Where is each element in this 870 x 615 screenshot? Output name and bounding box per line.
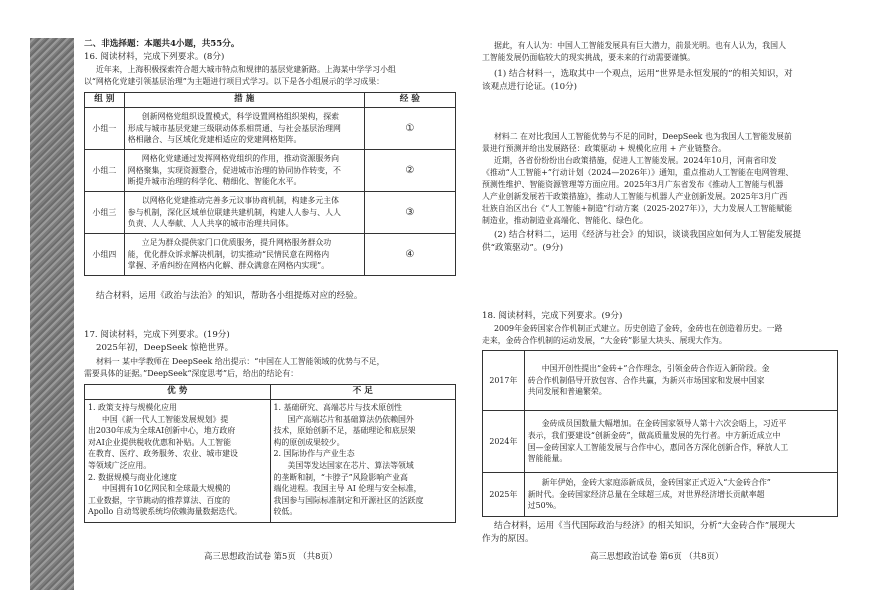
section-heading: 二、非选择题：本题共4小题，共55分。 bbox=[84, 39, 240, 49]
event-cell bbox=[524, 473, 837, 517]
measure-line: 断提升城市治理的科学化、精细化、智能化水平。 bbox=[127, 177, 302, 187]
q17-sub: 2025年初，DeepSeek 惊艳世界。 bbox=[96, 343, 234, 353]
table-header-row bbox=[85, 385, 456, 400]
measure-line: 网格聚集，实现资源整合，促进城市治理的协同协作转变，不 bbox=[127, 165, 341, 175]
group-name: 小组二 bbox=[85, 150, 125, 192]
advantage-line: 1. 政策支持与规模化应用 bbox=[88, 403, 177, 412]
q16-table bbox=[84, 92, 456, 276]
year-cell: 2025年 bbox=[483, 473, 525, 517]
measure-line: 以网格化党建推动完善多元议事协商机制，构建多元主体 bbox=[141, 196, 340, 206]
event-line: 新年伊始，金砖大家庭添新成员，金砖国家正式迈入“大金砖合作” bbox=[541, 478, 771, 488]
advantage-line: 等领域广泛应用。 bbox=[88, 460, 152, 470]
shortcoming-line: 2. 国际协作与产业生态 bbox=[273, 449, 355, 459]
advantage-line: 出2030年成为全球AI创新中心，地方政府 bbox=[88, 426, 236, 436]
advantage-line: 工业数据，字节跳动的推荐算法、百度的 bbox=[88, 495, 231, 505]
q17-table bbox=[84, 384, 456, 523]
shortcoming-line: 美国等发达国家在芯片、算法等领域 bbox=[287, 460, 414, 470]
q18-intro-line: 2009年金砖国家合作机制正式建立。历史创造了金砖，金砖也在创造着历史。一路 bbox=[494, 324, 783, 333]
group-name: 小组四 bbox=[85, 234, 125, 276]
measure-line: 负责、人人奉献、人人共享的城市治理共同体。 bbox=[127, 219, 294, 229]
material2-line: 景进行预测并给出发展路径：政策驱动 + 规模化应用 + 产业链整合。 bbox=[482, 144, 727, 153]
material2-line: 预测性维护、智能资源管理等方面应用。2025年3月广东省发布《推动人工智能与机器 bbox=[482, 180, 784, 189]
event-line: 表示，我们要建设“创新金砖”，做高质量发展的先行者。中方新近成立中 bbox=[527, 430, 781, 440]
material2-line: 制造业，推动制造业高端化、智能化、绿色化。 bbox=[482, 216, 648, 225]
material2-line: 近期，各省份纷纷出台政策措施，促进人工智能发展。2024年10月，河南省印发 bbox=[494, 156, 777, 165]
header-cell: 措 施 bbox=[124, 93, 364, 108]
page-footer: 高三思想政治试卷 第6页 （共8页） bbox=[590, 551, 724, 561]
q18-task-line: 结合材料，运用《当代国际政治与经济》的相关知识，分析“大金砖合作”展现大 bbox=[494, 521, 795, 531]
q16-intro-line: 以“网格化党建引领基层治理”为主题进行项目式学习。以下是各小组展示的学习成果： bbox=[84, 77, 385, 86]
event-line: 中国开创性提出“金砖+”合作理念，引领金砖合作迈入新阶段。金 bbox=[541, 364, 770, 374]
q17-material-line: 需要具体的证据。”DeepSeek“深度思考”后，给出的结论有： bbox=[84, 369, 299, 378]
q17-2-line: (2) 结合材料二，运用《经济与社会》的知识，谈谈我国应如何为人工智能发展提 bbox=[494, 230, 802, 240]
advantage-line: 对AI企业提供税收优惠和补贴。人工智能 bbox=[88, 437, 231, 447]
experience-blank: ④ bbox=[364, 234, 455, 276]
measure-cell bbox=[124, 192, 364, 234]
advantage-line: 在教育、医疗、政务服务、农业、城市建设 bbox=[88, 449, 238, 459]
top-line: 据此，有人认为：中国人工智能发展具有巨大潜力，前景光明。也有人认为，我国人 bbox=[494, 41, 786, 50]
material2-line: 《推动“人工智能+”行动计划（2024—2026年）》通知，重点推动人工智能在电网管理、 bbox=[482, 168, 794, 177]
shortcoming-cell bbox=[270, 400, 455, 523]
shortcoming-line: 较低。 bbox=[273, 507, 298, 517]
advantage-line: 2. 数据规模与商业化速度 bbox=[88, 472, 177, 482]
top-line: 工智能发展仍面临较大的现实挑战，要未来的行动需要谨慎。 bbox=[482, 53, 696, 62]
q17-2-line: 供“政策驱动”。(9分) bbox=[482, 243, 564, 253]
event-line: 砖合作机制倡导开放包容、合作共赢，为新兴市场国家和发展中国家 bbox=[527, 375, 765, 385]
experience-blank: ③ bbox=[364, 192, 455, 234]
measure-cell bbox=[124, 108, 364, 150]
table-row bbox=[483, 411, 838, 473]
measure-cell bbox=[124, 234, 364, 276]
event-line: 智能能量。 bbox=[527, 454, 568, 464]
table-row bbox=[483, 473, 838, 517]
q16-prompt: 16. 阅读材料，完成下列要求。(8分) bbox=[84, 52, 225, 62]
year-cell: 2017年 bbox=[483, 351, 525, 411]
q17-1-line: 该观点进行论证。(10分) bbox=[482, 82, 577, 92]
page-footer: 高三思想政治试卷 第5页 （共8页） bbox=[204, 551, 338, 561]
binding-strip bbox=[30, 38, 74, 590]
q17-material-line: 材料一 某中学教师在 DeepSeek 给出提示：“中国在人工智能领域的优势与不足， bbox=[96, 357, 385, 366]
q17-prompt: 17. 阅读材料，完成下列要求。(19分) bbox=[84, 330, 230, 340]
event-line: 新时代。金砖国家经济总量在全球超三成，对世界经济增长贡献率超 bbox=[527, 489, 765, 499]
header-cell: 组 别 bbox=[85, 93, 125, 108]
year-cell: 2024年 bbox=[483, 411, 525, 473]
shortcoming-line: 国产高端芯片和基础算法仍依赖国外 bbox=[287, 414, 414, 424]
material2-line: 壮族自治区出台《“人工智能+制造”行动方案（2025-2027年）》，大力发展人工智能赋能 bbox=[482, 204, 793, 213]
event-cell bbox=[524, 411, 837, 473]
shortcoming-line: 构的原创成果较少。 bbox=[273, 437, 345, 447]
shortcoming-line: 技术，原始创新不足，基础理论和底层架 bbox=[273, 426, 416, 436]
measure-cell bbox=[124, 150, 364, 192]
measure-line: 创新网格党组织设置模式，科学设置网格组织架构，探索 bbox=[141, 112, 340, 122]
advantage-line: Apollo 自动驾驶系统均依赖海量数据迭代。 bbox=[88, 507, 243, 517]
advantage-cell bbox=[85, 400, 271, 523]
group-name: 小组三 bbox=[85, 192, 125, 234]
table-row bbox=[85, 108, 456, 150]
material2-line: 人产业创新发展若干政策措施》，推动人工智能与机器人产业创新发展。2025年3月广西 bbox=[482, 192, 788, 201]
header-cell: 优 势 bbox=[85, 385, 271, 400]
event-cell bbox=[524, 351, 837, 411]
shortcoming-line: 的垄断和制，“卡脖子”风险影响产业高 bbox=[273, 472, 408, 482]
material2-line: 材料二 在对比我国人工智能优势与不足的同时，DeepSeek 也为我国人工智能发展前 bbox=[494, 132, 792, 141]
measure-line: 参与机制，深化区域单位联建共建机制，构建人人参与、人人 bbox=[127, 207, 341, 217]
shortcoming-line: 1. 基础研究、高端芯片与技术原创性 bbox=[273, 403, 402, 412]
event-line: 国—金砖国家人工智能发展与合作中心，惠同各方深化创新合作，释放人工 bbox=[527, 442, 789, 452]
header-cell: 经 验 bbox=[364, 93, 455, 108]
experience-blank: ① bbox=[364, 108, 455, 150]
table-row bbox=[85, 192, 456, 234]
q18-intro-line: 走来，金砖合作机制的运动发展，“大金砖”影显大块头、展现大作为。 bbox=[482, 336, 727, 345]
measure-line: 掌握、矛盾纠纷在网格内化解、群众满意在网格内实现”。 bbox=[127, 261, 330, 271]
q18-table bbox=[482, 350, 838, 517]
q18-prompt: 18. 阅读材料，完成下列要求。(9分) bbox=[482, 311, 623, 321]
advantage-line: 中国拥有10亿网民和全球最大规模的 bbox=[102, 484, 231, 494]
advantage-line: 中国《新一代人工智能发展规划》提 bbox=[102, 414, 229, 424]
table-row bbox=[483, 351, 838, 411]
table-header-row bbox=[85, 93, 456, 108]
event-line: 共同发展和普遍繁荣。 bbox=[527, 387, 607, 397]
q18-task-line: 作为的原因。 bbox=[482, 534, 534, 544]
event-line: 金砖成员国数量大幅增加。在金砖国家领导人第十六次会晤上，习近平 bbox=[541, 419, 787, 429]
table-row bbox=[85, 150, 456, 192]
experience-blank: ② bbox=[364, 150, 455, 192]
q16-intro-line: 近年来，上海积极探索符合超大城市特点和规律的基层党建新路。上海某中学学习小组 bbox=[96, 65, 396, 74]
shortcoming-line: 我国参与国际标准制定和开源社区的活跃度 bbox=[273, 495, 424, 505]
measure-line: 格相融合、与区域化党建相适应的党建网格矩阵。 bbox=[127, 135, 302, 145]
q16-task: 结合材料，运用《政治与法治》的知识，帮助各小组提炼对应的经验。 bbox=[96, 291, 363, 301]
event-line: 过50%。 bbox=[527, 501, 562, 511]
q17-1-line: (1) 结合材料一，选取其中一个观点，运用“世界是永恒发展的”的相关知识，对 bbox=[494, 69, 793, 79]
shortcoming-line: 端化进程。我国主导 AI 伦理与安全标准， bbox=[273, 484, 422, 494]
measure-line: 形成与城市基层党建三级联动体系相贯通、与社会基层治理网 bbox=[127, 123, 341, 133]
table-row bbox=[85, 400, 456, 523]
table-row bbox=[85, 234, 456, 276]
group-name: 小组一 bbox=[85, 108, 125, 150]
header-cell: 不 足 bbox=[270, 385, 455, 400]
measure-line: 能，优化群众诉求解决机制，切实推动“民情民意在网格内 bbox=[127, 249, 330, 259]
measure-line: 网格化党建通过发挥网格党组织的作用，推动资源服务向 bbox=[141, 154, 340, 164]
measure-line: 立足为群众提供家门口优质服务，提升网格服务群众功 bbox=[141, 238, 332, 248]
